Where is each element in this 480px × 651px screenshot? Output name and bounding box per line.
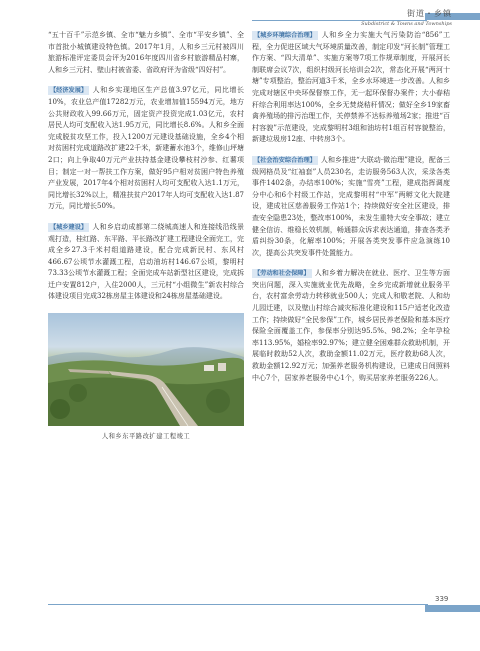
intro-paragraph: “五十百千”示范乡镇、全市“魅力乡镇”、全市“平安乡镇”、全市首批小城镇建设特色镇。2017年1月，人和乡三元村被四川旅游标准评定委员会评为2016年度四川省乡村旅游精品村寨，人和乡三元村、壁山村被省委、省政府评为省级“四好村”。 [48, 31, 244, 74]
economy-paragraph [48, 85, 244, 213]
economy-tag: 【经济发展】 [50, 87, 88, 95]
road-photo [48, 313, 244, 426]
economy-text: 人和乡实现地区生产总值3.97亿元，同比增长10%，农业总产值17282万元，农业增加值15594万元，地方公共财政收入99.66万元，固定资产投资完成1.03亿元，农村居民人均可支配收入达1.95万元，同比增长8.6%。人和乡全面完成脱贫攻坚工作，投入1200万元建设基础设施，全乡4个相对贫困村完成道路改扩建22千米，新建蓄水池3个，维修山坪塘2口；向上争取40万元产业扶持基金建设攀枝村沙参、红薯项目；制定一对一帮扶工作方案，做好95户相对贫困户特色养殖产业发展，2017年4个相对贫困村人均可支配收入达1.1万元，同比增长32%以上，精准扶贫户2017年人均可支配收入达1.87万元，同比增长50%。 [48, 86, 244, 211]
left-column [48, 30, 244, 440]
env-paragraph [252, 30, 450, 146]
urban-text: 人和乡启动成都第二绕城高速人和连接线沿线景观打造，桂红路、东平路、平长路改扩建工程建设全面完工，完成全乡27.3千米村组道路建设，配合完成新民村、东风村466.67公顷节水灌溉工程，启动油坊村146.67公顷，黎明村73.33公顷节水灌溉工程；全面完成车站新型社区建设，完成拆迁户安置812户，入住2000人，三元村“小组微生”新农村综合体建设项目完成32栋房屋主体建设和24栋房屋基础建设。 [48, 222, 244, 301]
page-number: 339 [435, 595, 449, 603]
photo-caption: 人和乡东平路改扩建工程竣工 [101, 433, 191, 441]
urban-tag: 【城乡建设】 [50, 223, 88, 231]
social-tag: 【社会治安综合治理】 [254, 156, 316, 164]
social-paragraph [252, 155, 450, 259]
footer-color-band [425, 605, 480, 612]
env-tag: 【城乡环境综合治理】 [254, 32, 316, 39]
labor-paragraph [252, 268, 450, 384]
labor-tag: 【劳动和社会保障】 [254, 270, 310, 278]
road-photo-illustration [48, 313, 244, 426]
header-subtitle: Subdistrict & Towns and Townships [361, 21, 452, 27]
labor-text: 人和乡着力解决在就业、医疗、卫生等方面突出问题，深入实施就业优先战略，全乡完成新增就业服务平台，农村富余劳动力转移就业500人；完成人和敬老院、人和幼儿园迁建，以及壁山村综合减灾标准化建设和115户适老化改造工作；持续做好“全民参保”工作，城乡居民养老保险和基本医疗保险全面覆盖工作，参保率分别达95.5%、98.2%；全年孕检率113.95%，婚检率92.97%；建立健全困难群众救助机制，开展临时救助52人次，救助金额11.02万元，医疗救助68人次，救助金额12.92万元；加强养老服务机构建设，已建成日间照料中心7个，居家养老服务中心1个，购买居家养老服务226人。 [252, 269, 450, 382]
right-column [252, 30, 450, 384]
env-text: 人和乡全力实施大气污染防治“856”工程，全力促进区域大气环境质量改善，制定印发“河长制”管理工作方案、“四大清单”、实施方案等7项工作规章制度，开展河长制联席会议7次，组织村级河长培训会2次，常态化开展“两河十塘”专项整治，整治河道3千米，全乡水环境进一步改善。人和乡完成对辖区中央环保督察工作，无一起环保督办案件；大小春秸秆综合利用率达100%，全乡无焚烧秸秆情况；做好全乡19家畜禽养殖场的排污治理工作，关停禁养不达标养殖场2家；推进“百村容貌”示范建设，完成黎明村3组和油坊村1组百村容貌整治，新建垃圾房12座、中转房3个。 [252, 31, 450, 144]
urban-paragraph [48, 222, 244, 303]
header-title: 街道・乡镇 [407, 9, 452, 18]
running-header [361, 8, 452, 27]
social-text: 人和乡推进“大联动·微治理”建设，配备三级网格员及“红袖套”人员230名，走访服务563人次，采录各类事件1402条，办结率100%；实施“雪亮”工程，建成指挥调度分中心和6个村级工作站，完成黎明村“中军”两孵文化大院建设，建成社区慈善服务工作站1个；持续做好安全社区建设，排查安全隐患23处，整改率100%，未发生重特大安全事故；建立健全信访、维稳长效机制，畅通群众诉求表达通道，排查各类矛盾纠纷30条，化解率100%；开展各类突发事件应急演练10次，提高公共突发事件处置能力。 [252, 155, 450, 257]
footer-rule [48, 604, 428, 605]
